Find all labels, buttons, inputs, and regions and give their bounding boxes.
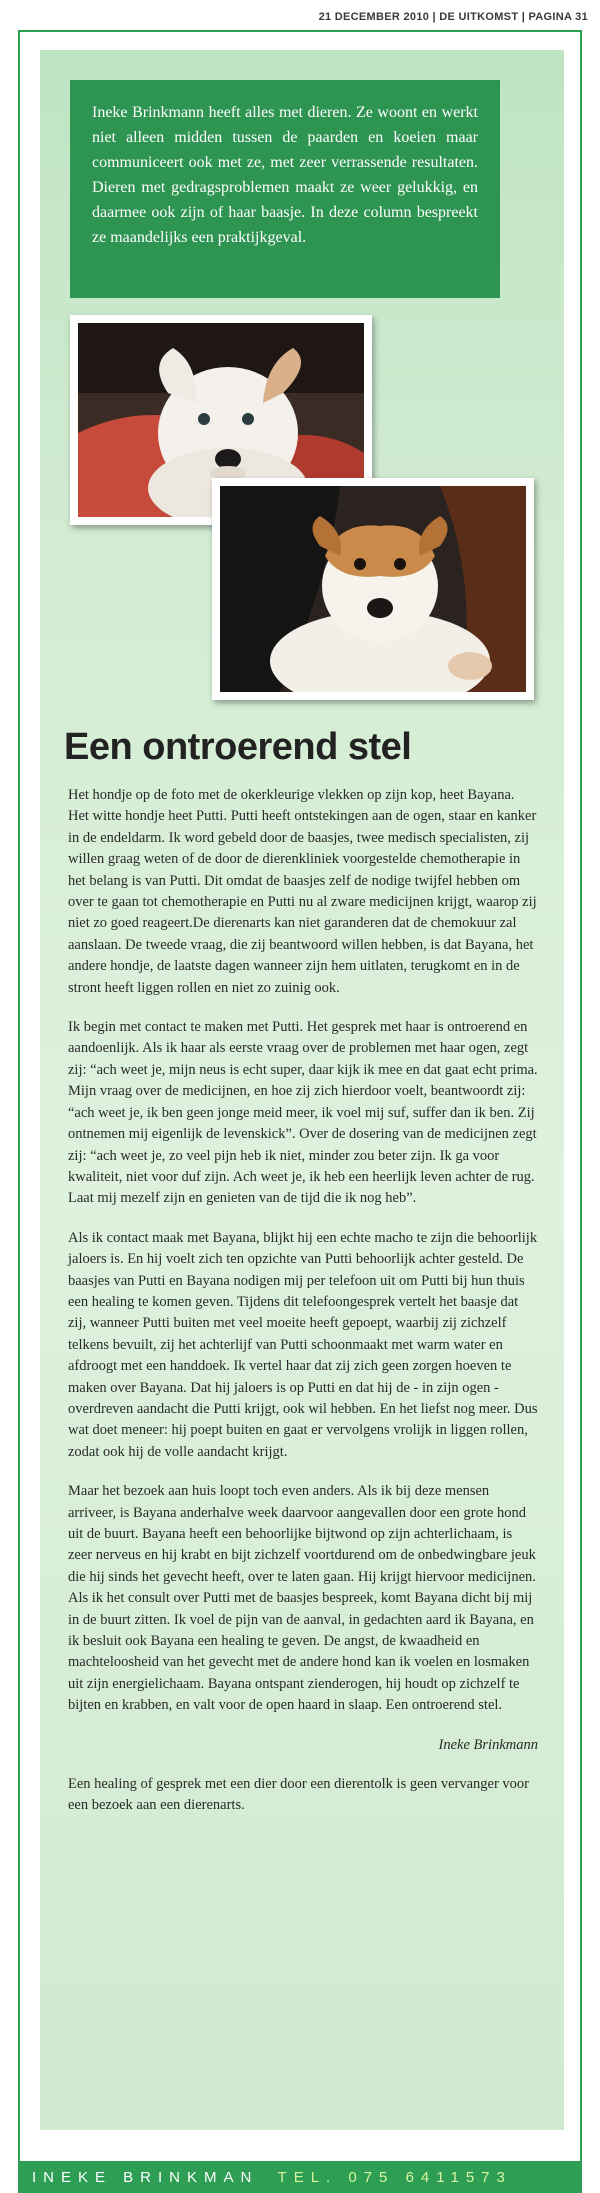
page-number: PAGINA 31: [528, 11, 588, 23]
masthead: [0, 0, 600, 30]
masthead-text: [319, 11, 588, 23]
paragraph: Het hondje op de foto met de okerkleurige vlekken op zijn kop, heet Bayana. Het witte hondje heet Putti. Putti heeft ontstekingen aan de ogen, staar en kanker in de endeldarm. Ik word gebeld door de baasjes, twee medisch specialisten, zij willen graag weten of de door de dierenkliniek voorgestelde chemotherapie in het belang is van Putti. Dit omdat de baasjes zelf de nodige twijfel hebben om over te gaan tot chemotherapie en Putti nu al zware medicijnen krijgt, waarop zij niet zo goed reageert.De dierenarts kan niet garanderen dat de chemokuur zal aanslaan. De tweede vraag, die zij beantwoord willen hebben, is dat Bayana, het andere hondje, de laatste dagen wanneer zijn hem uitlaten, terugkomt en in de stront heeft liggen rollen en niet zo zuinig ook.: [68, 787, 537, 996]
contact-footer: [18, 2163, 582, 2193]
masthead-separator: |: [432, 11, 440, 23]
article-headline: Een ontroerend stel: [64, 726, 412, 768]
issue-date: 21 DECEMBER 2010: [318, 11, 430, 23]
article-body: [68, 785, 538, 1835]
photo-bayana: [212, 478, 534, 700]
paragraph: Als ik contact maak met Bayana, blijkt hij een echte macho te zijn die behoorlijk jaloers is. En hij voelt zich ten opzichte van Putti behoorlijk achter gesteld. De baasjes van Putti en Bayana nodigen mij per telefoon uit om Putti bij hun thuis een healing te komen geven. Tijdens dit telefoongesprek vertelt het baasje dat zij, wanneer Putti buiten met veel moeite heeft gepoept, waarbij zij zichzelf telkens bevuilt, zij het achterlijf van Putti schoonmaakt met warm water en afdroogt met een handdoek. Ik vertel haar dat zij zich geen zorgen hoeven te maken over Bayana. Dat hij jaloers is op Putti en dat hij de - in zijn ogen - overdreven aandacht die Putti krijgt, ook wil hebben. En het liefst nog meer. Dus wat doet meneer: hij poept buiten en gaat er vervolgens vrolijk in liggen rollen, zodat ook hij de volle aandacht krijgt.: [68, 1229, 538, 1460]
masthead-separator: |: [521, 11, 529, 23]
paragraph: Ik begin met contact te maken met Putti. Het gesprek met haar is ontroerend en aandoenlijk. Als ik haar als eerste vraag over de problemen met haar ogen, zegt zij: “ach weet je, mijn neus is echt super, daar kijk ik mee en dat gaat echt prima. Mijn vraag over de medicijnen, en hoe zij zich hierdoor voelt, beantwoordt zij: “ach weet je, ik ben geen jonge meid meer, ik voel mij suf, suffer dan ik ben. Zij ontnemen mij eigenlijk de levenskick”. Over de dosering van de medicijnen zegt zij: “ach weet je, zo veel pijn heb ik niet, minder zou beter zijn. Ik ga voor kwaliteit, niet voor duf zijn. Ach weet je, ik heb een heerlijk leven achter de rug. Laat mij mezelf zijn en genieten van de tijd die ik nog heb”.: [68, 1019, 538, 1207]
intro-box: Ineke Brinkmann heeft alles met dieren. Ze woont en werkt niet alleen midden tussen de paarden en koeien maar communiceert ook met ze, met zeer verrassende resultaten. Dieren met gedragsproblemen maakt ze weer gelukkig, en daarmee ook zijn of haar baasje. In deze column bespreekt ze maandelijks een praktijkgeval.: [70, 80, 500, 298]
spotted-dog-illustration: [220, 486, 526, 692]
publication-name: DE UITKOMST: [439, 11, 519, 23]
paragraph: Maar het bezoek aan huis loopt toch even anders. Als ik bij deze mensen arriveer, is Bayana anderhalve week daarvoor aangevallen door een grote hond uit de buurt. Bayana heeft een behoorlijke bijtwond op zijn achterlichaam, is zeer nerveus en hij krabt en bijt zichzelf voortdurend om de onbedwingbare jeuk die hij sinds het gevecht heeft, over te laten gaan. Hij krijgt hiervoor medicijnen. Als ik het consult over Putti met de baasjes bespreek, komt Bayana dicht bij mij in de buurt zitten. Ik voel de pijn van de aanval, in gedachten aard ik Bayana, en ik besluit ook Bayana een healing te geven. De angst, de kwaadheid en machteloosheid van het gevecht met de andere hond kan ik voelen en losmaken uit zijn energielichaam. Bayana ontspant zienderogen, hij houdt op zichzelf te bijten en krabben, en valt voor de open haard in slaap. Een ontroerend stel.: [68, 1483, 536, 1714]
author-signature: Ineke Brinkmann: [438, 1736, 538, 1753]
footer-phone: TEL. 075 6411573: [277, 2169, 512, 2186]
footer-name: INEKE BRINKMAN: [32, 2169, 259, 2186]
disclaimer: Een healing of gesprek met een dier door een dierentolk is geen vervanger voor een bezoek aan een dierenarts.: [68, 1776, 529, 1814]
